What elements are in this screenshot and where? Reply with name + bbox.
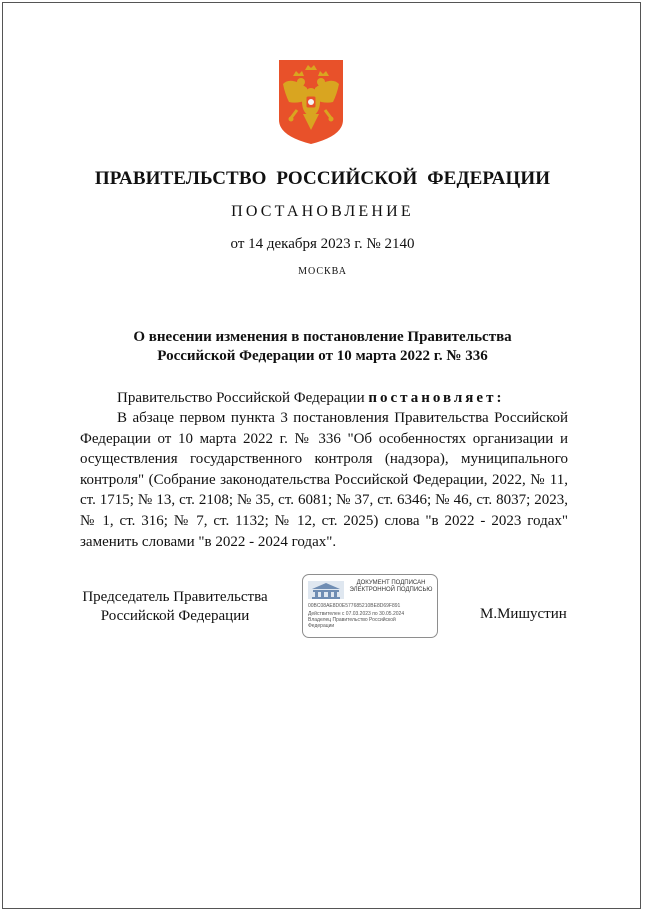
government-title: ПРАВИТЕЛЬСТВО РОССИЙСКОЙ ФЕДЕРАЦИИ (94, 168, 551, 189)
stamp-title (347, 580, 435, 594)
signatory-position (80, 588, 270, 626)
stamp-owner: Владелец Правительство Российской Федерации (308, 617, 396, 629)
signatory-name: М.Мишустин (480, 606, 567, 622)
stamp-title-line-2: ЭЛЕКТРОННОЙ ПОДПИСЬЮ (349, 587, 433, 593)
document-date-number: от 14 декабря 2023 г. № 2140 (230, 236, 415, 252)
position-line-1: Председатель Правительства (82, 589, 268, 605)
coat-of-arms-icon (277, 58, 345, 146)
decree-intro-text: Правительство Российской Федерации (117, 390, 365, 406)
subject-line-1: О внесении изменения в постановление Правительства (133, 329, 512, 345)
stamp-validity: Действителен с 07.03.2023 по 30.05.2024 (308, 611, 405, 617)
document-type: ПОСТАНОВЛЕНИЕ (231, 203, 414, 220)
city: МОСКВА (298, 266, 347, 277)
electronic-signature-stamp (302, 574, 438, 638)
stamp-title-line-1: ДОКУМЕНТ ПОДПИСАН (356, 580, 426, 586)
decree-intro (80, 388, 568, 409)
government-building-icon (308, 581, 344, 599)
decree-paragraph: В абзаце первом пункта 3 постановления Правительства Российской Федерации от 10 марта 2022 г. № 336 "Об особенностях организации и осуществления государственного контроля (надзора), муниципального контроля" (Собрание законодательства Российской Федерации, 2022, № 11, ст. 1715; № 13, ст. 2108; № 35, ст. 6081; № 37, ст. 6346; № 46, ст. 8037; 2023, № 1, ст. 316; № 7, ст. 1132; № 12, ст. 2025) слова "в 2022 - 2023 годах" заменить словами "в 2022 - 2024 годах". (80, 410, 568, 550)
stamp-serial: 00BC08AE8D0E577685210BE8D69F891 (308, 603, 401, 609)
subject-line-2: Российской Федерации от 10 марта 2022 г. № 336 (157, 348, 488, 364)
decree-word: постановляет: (368, 390, 505, 406)
position-line-2: Российской Федерации (100, 608, 250, 624)
document-subject (0, 328, 645, 366)
